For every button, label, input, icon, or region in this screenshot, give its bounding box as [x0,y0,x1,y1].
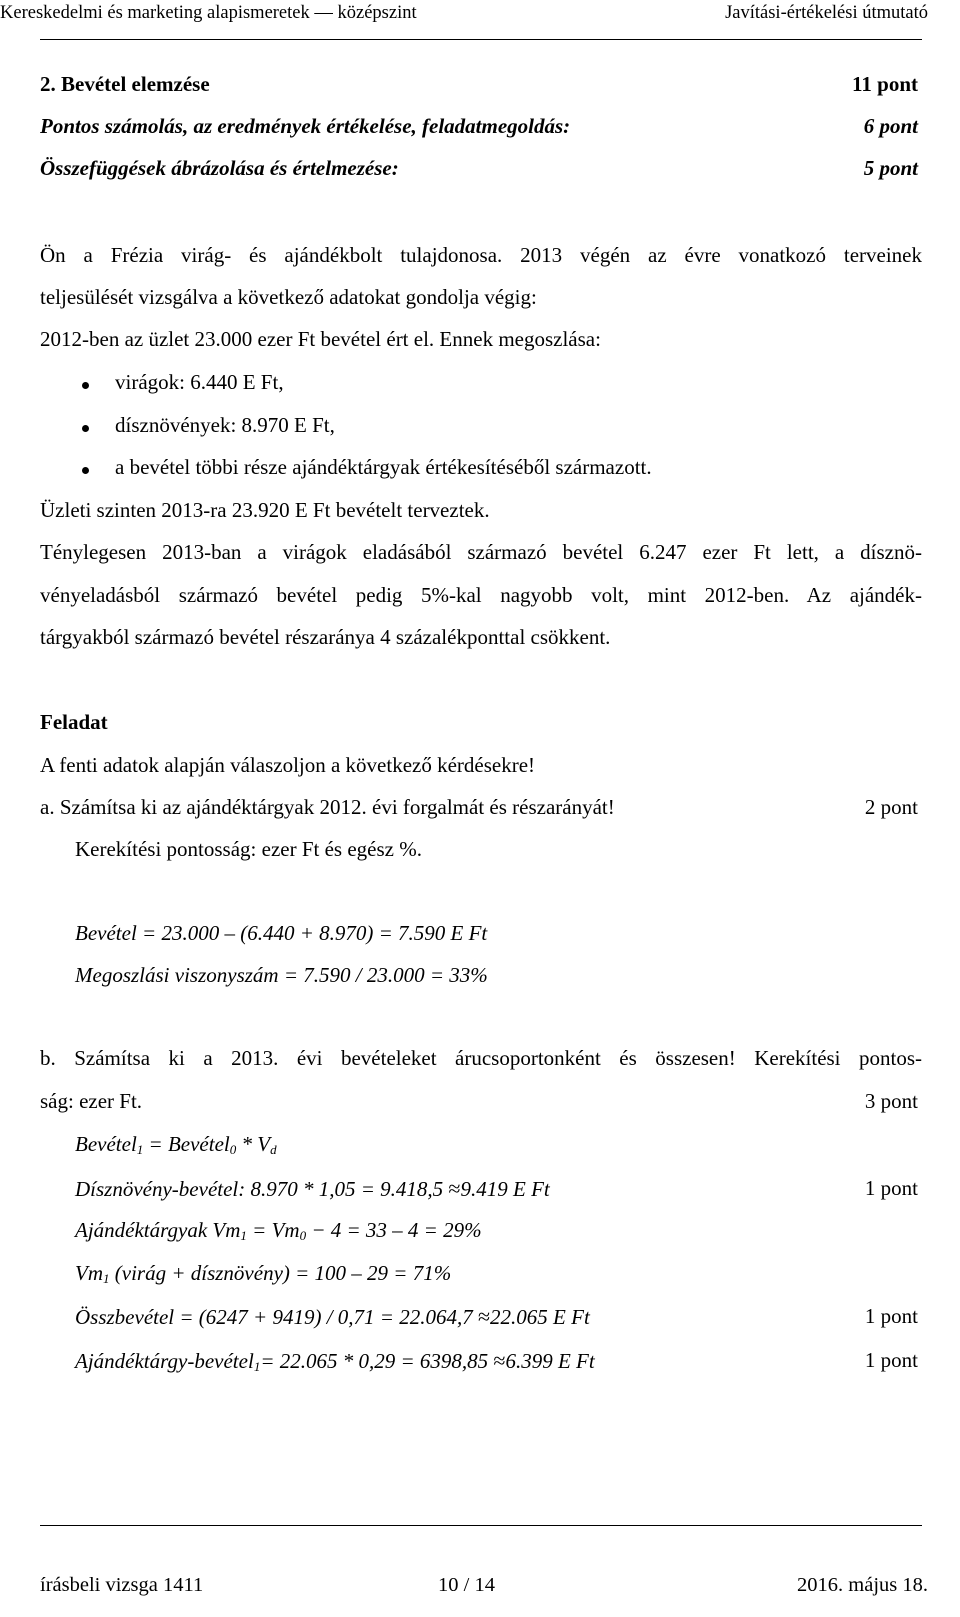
criterion-points: 6 pont [863,114,918,138]
bullet-icon [82,425,89,432]
answer-text: Ajándéktárgy-bevétel [75,1349,254,1373]
approx-icon: ≈ [477,1304,491,1329]
footer-left: írásbeli vizsga 1411 [40,1574,204,1596]
answer-line [75,1348,595,1375]
task-points: 11 pont [852,72,918,96]
subscript: 0 [299,1228,307,1243]
subscript: 1 [103,1271,110,1286]
answer-line [75,1261,451,1287]
footer-right: 2016. május 18. [797,1574,928,1596]
answer-line [75,1304,590,1330]
approx-icon: ≈ [448,1176,461,1201]
answer-points: 1 pont [864,1348,918,1372]
intro-line: Üzleti szinten 2013-ra 23.920 E Ft bevételt terveztek. [40,498,490,522]
answer-text: Vm [75,1261,103,1285]
answer-points: 1 pont [864,1304,918,1328]
feladat-instruction: A fenti adatok alapján válaszoljon a következő kérdésekre! [40,753,536,777]
answer-points: 1 pont [864,1176,918,1200]
answer-line: Bevétel = 23.000 – (6.440 + 8.970) = 7.590 E Ft [75,921,488,945]
intro-line: 2012-ben az üzlet 23.000 ezer Ft bevétel ért el. Ennek megoszlása: [40,327,601,351]
header-rule [40,39,922,40]
question-a: a. Számítsa ki az ajándéktárgyak 2012. évi forgalmát és részarányát! [40,795,615,819]
paragraph-line: Ténylegesen 2013-ban a virágok eladásából származó bevétel 6.247 ezer Ft lett, a dísznö- [40,540,922,564]
answer-result: 6.399 E Ft [505,1349,595,1373]
answer-text: − 4 = 33 – 4 = 29% [306,1218,482,1242]
question-a-points: 2 pont [864,795,918,819]
formula-line [75,1132,277,1158]
subscript: d [270,1142,277,1157]
subscript: 0 [229,1142,237,1157]
question-a-note: Kerekítési pontosság: ezer Ft és egész %. [75,837,422,861]
list-item: dísznövények: 8.970 E Ft, [115,413,335,437]
header-right: Javítási-értékelési útmutató [725,3,928,23]
list-item: a bevétel többi része ajándéktárgyak értékesítéséből származott. [115,455,652,479]
approx-icon: ≈ [493,1348,506,1373]
subscript: 1 [240,1228,247,1243]
paragraph-line: vényeladásból származó bevétel pedig 5%-kal nagyobb volt, mint 2012-ben. Az ajándék- [40,583,922,607]
answer-line [75,1176,550,1202]
page-number: 10 / 14 [438,1574,495,1596]
question-b: ság: ezer Ft. [40,1089,143,1113]
subscript: 1 [253,1359,261,1374]
question-b: b. Számítsa ki a 2013. évi bevételeket árucsoportonként és összesen! Kerekítési pontos- [40,1046,922,1070]
task-title: 2. Bevétel elemzése [40,72,210,96]
footer-rule [40,1525,922,1526]
criterion-points: 5 pont [863,156,918,180]
feladat-heading: Feladat [40,710,108,734]
intro-line: teljesülését vizsgálva a következő adatokat gondolja végig: [40,285,537,309]
intro-line: Ön a Frézia virág- és ajándékbolt tulajdonosa. 2013 végén az évre vonatkozó terveinek [40,243,922,267]
formula-part: = Bevétel [143,1132,230,1156]
answer-line: Megoszlási viszonyszám = 7.590 / 23.000 = 33% [75,963,488,987]
answer-text: Dísznövény-bevétel: 8.970 * 1,05 = 9.418,5 [75,1177,449,1201]
list-item: virágok: 6.440 E Ft, [115,370,284,394]
answer-text: (virág + dísznövény) = 100 – 29 = 71% [109,1261,452,1285]
subscript: 1 [136,1142,144,1157]
answer-text: = Vm [246,1218,300,1242]
formula-part: * V [236,1132,271,1156]
answer-result: 22.065 E Ft [490,1305,590,1329]
bullet-icon [82,382,89,389]
answer-line [75,1218,482,1244]
answer-text: = 22.065 * 0,29 = 6398,85 [260,1349,494,1373]
criterion-label: Összefüggések ábrázolása és értelmezése: [40,156,399,180]
answer-text: Összbevétel = (6247 + 9419) / 0,71 = 22.064,7 [75,1305,478,1329]
criterion-label: Pontos számolás, az eredmények értékelése, feladatmegoldás: [40,114,571,138]
question-b-points: 3 pont [864,1089,918,1113]
bullet-icon [82,467,89,474]
paragraph-line: tárgyakból származó bevétel részaránya 4 százalékponttal csökkent. [40,625,611,649]
answer-text: Ajándéktárgyak Vm [75,1218,241,1242]
header-left: Kereskedelmi és marketing alapismeretek — középszint [0,3,417,23]
answer-result: 9.419 E Ft [460,1177,550,1201]
formula-part: Bevétel [75,1132,137,1156]
